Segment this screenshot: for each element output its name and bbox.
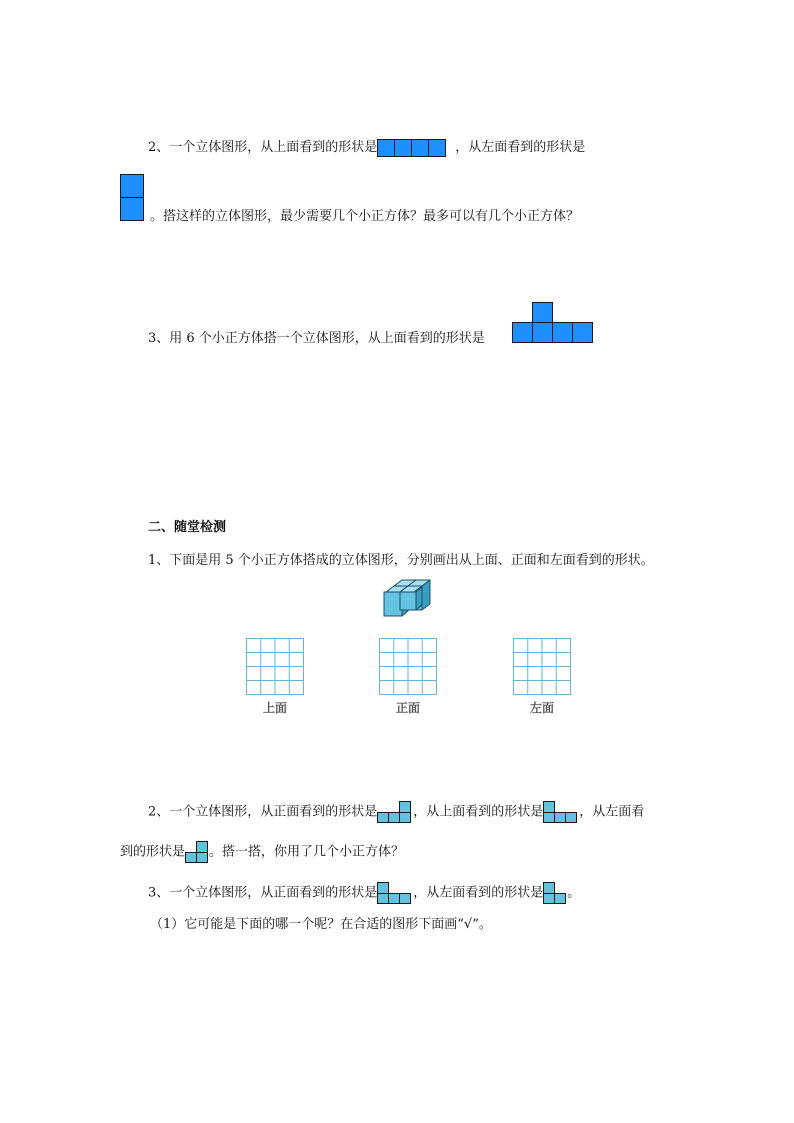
- s2-q2-part3: ，从左面看: [579, 804, 645, 820]
- grid-front-view[interactable]: [379, 638, 439, 696]
- grid-top-view[interactable]: [246, 638, 306, 696]
- top-view-four-squares-icon: [377, 139, 447, 157]
- q2-text-part2: ，从左面看到的形状是: [455, 140, 586, 155]
- s2-q2-part4: 到的形状是: [120, 844, 186, 860]
- s2-q1-text: 1、下面是用 5 个小正方体搭成的立体图形，分别画出从上面、正面和左面看到的形状。: [148, 553, 654, 568]
- top-view-t-shape-icon: [512, 302, 594, 344]
- s2-q2-part5: 。搭一搭，你用了几个小正方体？: [209, 844, 405, 860]
- q2-line1: [148, 138, 585, 158]
- s2-q2-part1: 2、一个立体图形，从正面看到的形状是: [148, 804, 378, 820]
- top-view-l-shape-icon: [543, 801, 579, 823]
- s2-q3-part2: ，从左面看到的形状是: [413, 885, 544, 901]
- grid-label-front: 正面: [395, 701, 420, 715]
- left-view-two-stacked-squares-icon: [120, 174, 144, 222]
- s2-q3-sub1: （1）它可能是下面的哪一个呢？在合适的图形下面画“√”。: [150, 917, 492, 932]
- left-view-small-l-icon: [185, 841, 209, 863]
- front-view-shape-icon: [377, 882, 413, 904]
- q2-text-part1: 2、一个立体图形，从上面看到的形状是: [148, 140, 378, 155]
- s2-q2-line1: [148, 801, 644, 823]
- grid-label-top: 上面: [262, 701, 287, 715]
- grid-left-view[interactable]: [513, 638, 573, 696]
- q3-text: 3、用 6 个小正方体搭一个立体图形，从上面看到的形状是: [148, 331, 485, 346]
- q2-text-part3: 。搭这样的立体图形，最少需要几个小正方体？最多可以有几个小正方体？: [150, 209, 580, 224]
- section2-heading: 二、随堂检测: [148, 520, 227, 535]
- s2-q3-line1: [148, 882, 580, 904]
- s2-q3-part3: 。: [567, 885, 581, 901]
- s2-q3-part1: 3、一个立体图形，从正面看到的形状是: [148, 885, 378, 901]
- left-view-shape-icon: [543, 882, 567, 904]
- front-view-l-shape-icon: [377, 801, 413, 823]
- grid-label-left: 左面: [529, 701, 554, 715]
- s2-q2-part2: ，从上面看到的形状是: [413, 804, 544, 820]
- s2-q2-line2: [120, 841, 404, 863]
- cube-assembly-figure: [378, 574, 444, 622]
